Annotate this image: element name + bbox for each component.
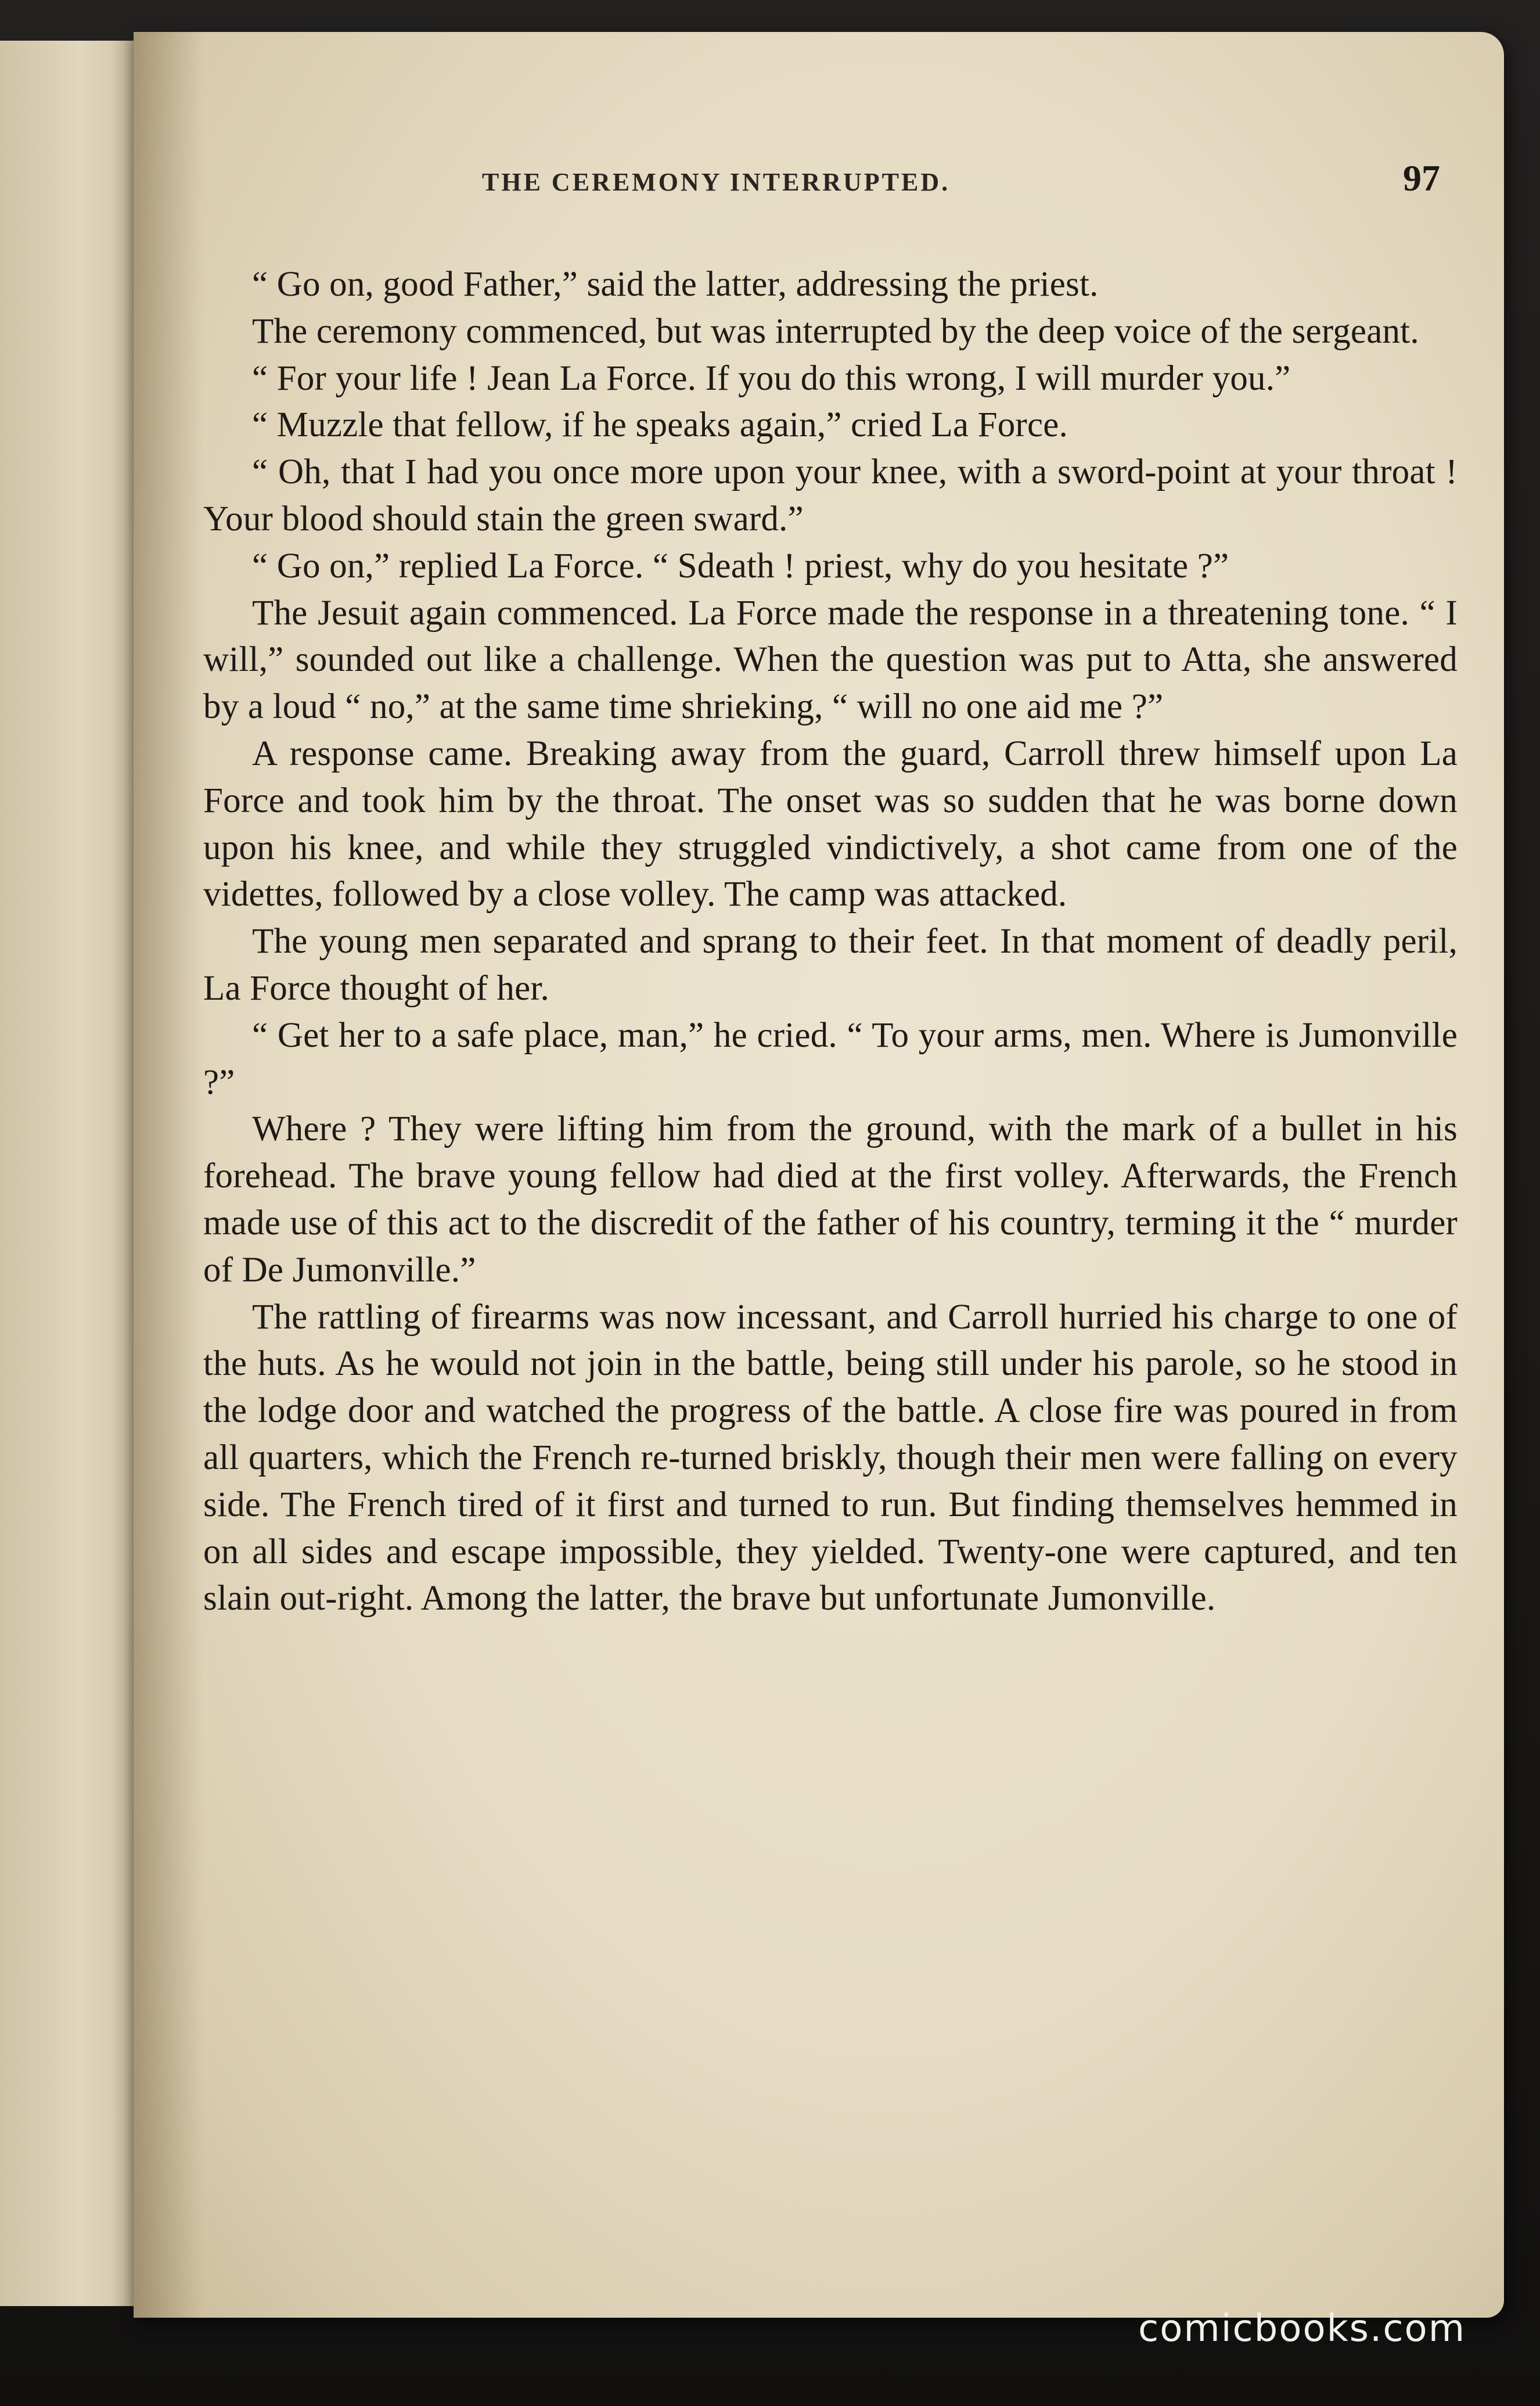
paragraph: “ Oh, that I had you once more upon your knee, with a sword-point at your throat ! Your blood should stain the green sward.”	[203, 453, 1458, 538]
paragraph: The ceremony commenced, but was interrupted by the deep voice of the sergeant.	[252, 311, 1419, 351]
paragraph: “ Go on,” replied La Force. “ Sdeath ! priest, why do you hesitate ?”	[252, 546, 1229, 586]
paragraph: “ Muzzle that fellow, if he speaks again,” cried La Force.	[252, 405, 1068, 445]
paragraph: A response came. Breaking away from the guard, Carroll threw himself upon La Force and took him by the throat. The onset was so sudden that he was borne down upon his knee, and while they struggled vindictively, a shot came from one of the videttes, followed by a close volley. The camp was attacked.	[203, 734, 1458, 914]
page-gutter-shade	[134, 32, 203, 2318]
site-watermark: comicbooks.com	[1138, 2307, 1466, 2350]
book-page	[134, 32, 1504, 2318]
paragraph: The young men separated and sprang to their feet. In that moment of deadly peril, La Force thought of her.	[203, 922, 1458, 1008]
page-number: 97	[1403, 157, 1440, 199]
body-text	[203, 261, 1458, 2178]
paragraph: “ For your life ! Jean La Force. If you do this wrong, I will murder you.”	[252, 358, 1291, 398]
paragraph: The Jesuit again commenced. La Force made the response in a threatening tone. “ I will,” sounded out like a challenge. When the question was put to Atta, she answered by a loud “ no,” at the same time shrieking, “ will no one aid me ?”	[203, 593, 1458, 727]
facing-page-edge	[0, 41, 145, 2306]
paragraph: Where ? They were lifting him from the ground, with the mark of a bullet in his forehead. The brave young fellow had died at the first volley. Afterwards, the French made use of this act to the discredit of the father of his country, terming it the “ murder of De Jumonville.”	[203, 1109, 1458, 1290]
paragraph: “ Get her to a safe place, man,” he cried. “ To your arms, men. Where is Jumonville ?”	[203, 1015, 1458, 1102]
paragraph: The rattling of firearms was now incessant, and Carroll hurried his charge to one of the huts. As he would not join in the battle, being still under his parole, so he stood in the lodge door and watched the progress of the battle. A close fire was poured in from all quarters, which the French re-turned briskly, though their men were falling on every side. The French tired of it first and turned to run. But finding themselves hemmed in on all sides and escape impossible, they yielded. Twenty-one were captured, and ten slain out-right. Among the latter, the brave but unfortunate Jumonville.	[203, 1297, 1458, 1618]
page-header	[482, 157, 1440, 209]
paragraph: “ Go on, good Father,” said the latter, addressing the priest.	[252, 265, 1099, 304]
running-head: THE CEREMONY INTERRUPTED.	[482, 168, 951, 196]
